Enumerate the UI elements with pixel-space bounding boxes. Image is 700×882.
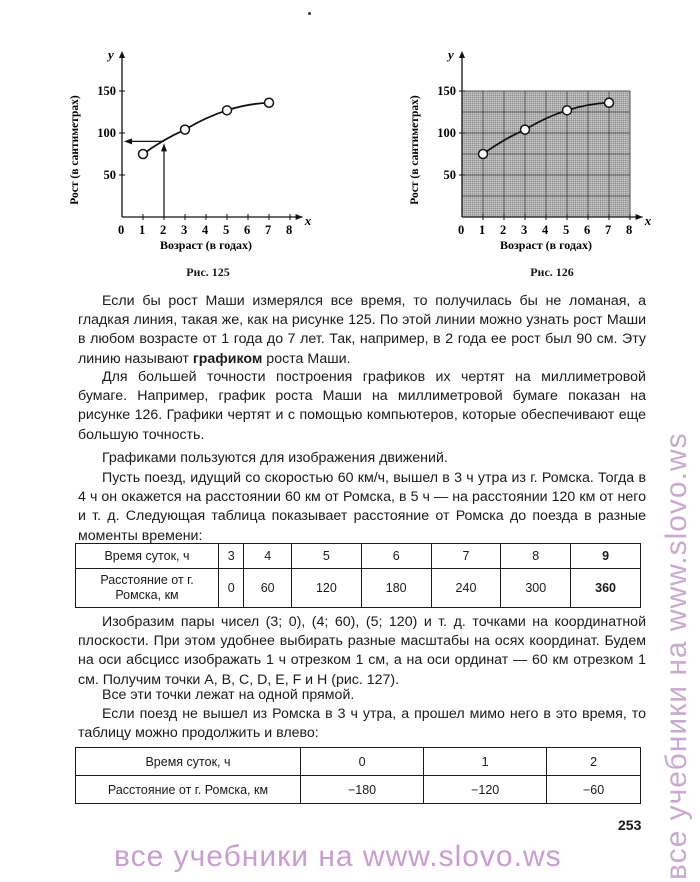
x-tick-label: 8 [626,223,633,237]
y-tick-label: 100 [437,126,456,140]
table-cell: 240 [431,569,501,608]
y-tick-label: 100 [97,126,116,140]
annotation-arrowhead-up [161,143,167,151]
figure-126 [400,45,660,265]
table-header-distance: Расстояние от г. Ромска, км [76,776,301,804]
paragraph-1-end: роста Маши. [262,350,351,367]
data-point [223,106,232,115]
x-axis-label: Возраст (в годах) [159,238,253,252]
y-tick-label: 150 [97,84,116,98]
y-tick-label: 50 [443,168,456,182]
x-tick-label: 3 [521,223,528,237]
table-row [76,776,641,804]
paragraph-3: Графиками пользуются для изображения движений. [102,450,448,466]
x-tick-label: 2 [500,223,507,237]
figure-126-caption: Рис. 126 [530,265,574,279]
x-tick-label: 4 [202,223,209,237]
graph-term: графиком [192,350,263,367]
figure-125 [60,45,320,265]
x-tick-label: 0 [458,223,465,237]
x-axis-label: Возраст (в годах) [499,238,593,252]
table-cell: 60 [244,569,292,608]
table-header-distance: Расстояние от г. Ромска, км [76,569,219,608]
watermark-vertical: все учебники на www.slovo.ws [660,432,693,880]
x-axis-letter: x [304,213,312,228]
data-point [139,150,148,159]
train-distance-table [75,543,641,608]
table-cell: 2 [547,748,641,776]
x-tick-label: 3 [181,223,188,237]
table-cell: 5 [291,544,361,569]
table-cell: 120 [291,569,361,608]
paragraph-4: Пусть поезд, идущий со скоростью 60 км/ч, вышел в 3 ч утра из г. Ромска. Тогда в 4 ч он окажется на расстоянии 60 км от Ромска, в 5 ч — на расстоянии 120 км от него и т. д. Следующая таблица показывает расстояние от Ромска до поезда в разные моменты времени: [78,470,646,544]
paragraph-1 [78,292,646,369]
y-axis-label: Рост (в сантиметрах) [69,95,81,205]
x-tick-label: 5 [563,223,570,237]
table-row [76,748,641,776]
paragraph-5: Изобразим пары чисел (3; 0), (4; 60), (5; 120) и т. д. точками на координатной плоскости. При этом удобнее выбирать разные масштабы на осях координат. Будем на оси абсцисс изображать 1 ч отрезком 1 см, а на оси ординат — 60 км отрезком 1 см. Получим точки A, B, C, D, E, F и H (рис. 127). [78,614,646,688]
table-header-time: Время суток, ч [76,748,301,776]
x-tick-label: 5 [223,223,230,237]
data-point [521,125,530,134]
x-axis-arrowhead [636,214,643,220]
table-cell: −180 [301,776,424,804]
speck [308,12,311,15]
table-cell: 6 [361,544,431,569]
y-axis-arrowhead [459,51,465,58]
table-header-time: Время суток, ч [76,544,219,569]
table-cell: 3 [219,544,244,569]
y-tick-label: 50 [103,168,116,182]
x-tick-label: 6 [584,223,591,237]
table-cell: 300 [501,569,571,608]
data-point [479,150,488,159]
annotation-arrowhead-left [124,138,132,144]
table-cell: 360 [571,569,641,608]
figure-126-chart [400,45,660,265]
data-point [265,98,274,107]
x-tick-label: 1 [479,223,486,237]
data-point [563,106,572,115]
table-cell: −120 [424,776,547,804]
y-axis-letter: y [108,47,114,62]
x-tick-label: 2 [160,223,167,237]
table-cell: 0 [219,569,244,608]
watermark-bottom: все учебники на www.slovo.ws [114,840,562,873]
x-tick-label: 1 [139,223,146,237]
paragraph-7: Если поезд не вышел из Ромска в 3 ч утра, а прошел мимо него в это время, то таблицу можно продолжить и влево: [78,706,646,742]
table-cell: −60 [547,776,641,804]
x-tick-label: 4 [542,223,549,237]
x-axis-letter: x [644,213,652,228]
x-tick-label: 7 [265,223,272,237]
data-point [181,125,190,134]
figure-125-caption: Рис. 125 [186,265,230,279]
y-axis-arrowhead [119,51,125,58]
data-point [605,98,614,107]
table-cell: 180 [361,569,431,608]
y-axis-label: Рост (в сантиметрах) [409,95,421,205]
table-cell: 9 [571,544,641,569]
x-tick-label: 6 [244,223,251,237]
height-curve [143,103,269,154]
table-cell: 1 [424,748,547,776]
x-tick-label: 7 [605,223,612,237]
train-distance-table-extended [75,747,641,804]
table-row [76,569,641,608]
y-tick-label: 150 [437,84,456,98]
x-tick-label: 0 [118,223,125,237]
table-cell: 7 [431,544,501,569]
page-number: 253 [618,817,642,833]
table-cell: 4 [244,544,292,569]
table-cell: 0 [301,748,424,776]
x-axis-arrowhead [296,214,303,220]
y-axis-letter: y [448,47,454,62]
figure-125-chart [60,45,320,265]
paragraph-1-text: Если бы рост Маши измерялся все время, то получилась бы не ломаная, а гладкая линия, такая же, как на рисунке 125. По этой линии можно узнать рост Маши в любом возрасте от 1 года до 7 лет. Так, например, в 2 года ее рост был 90 см. Эту линию называют [78,293,646,367]
table-row [76,544,641,569]
table-cell: 8 [501,544,571,569]
x-tick-label: 8 [286,223,293,237]
paragraph-6: Все эти точки лежат на одной прямой. [102,687,355,703]
paragraph-2: Для большей точности построения графиков их чертят на миллиметровой бумаге. Например, график роста Маши на миллиметровой бумаге показан на рисунке 126. Графики чертят и с помощью компьютеров, которые обеспечивают еще большую точность. [78,369,646,443]
